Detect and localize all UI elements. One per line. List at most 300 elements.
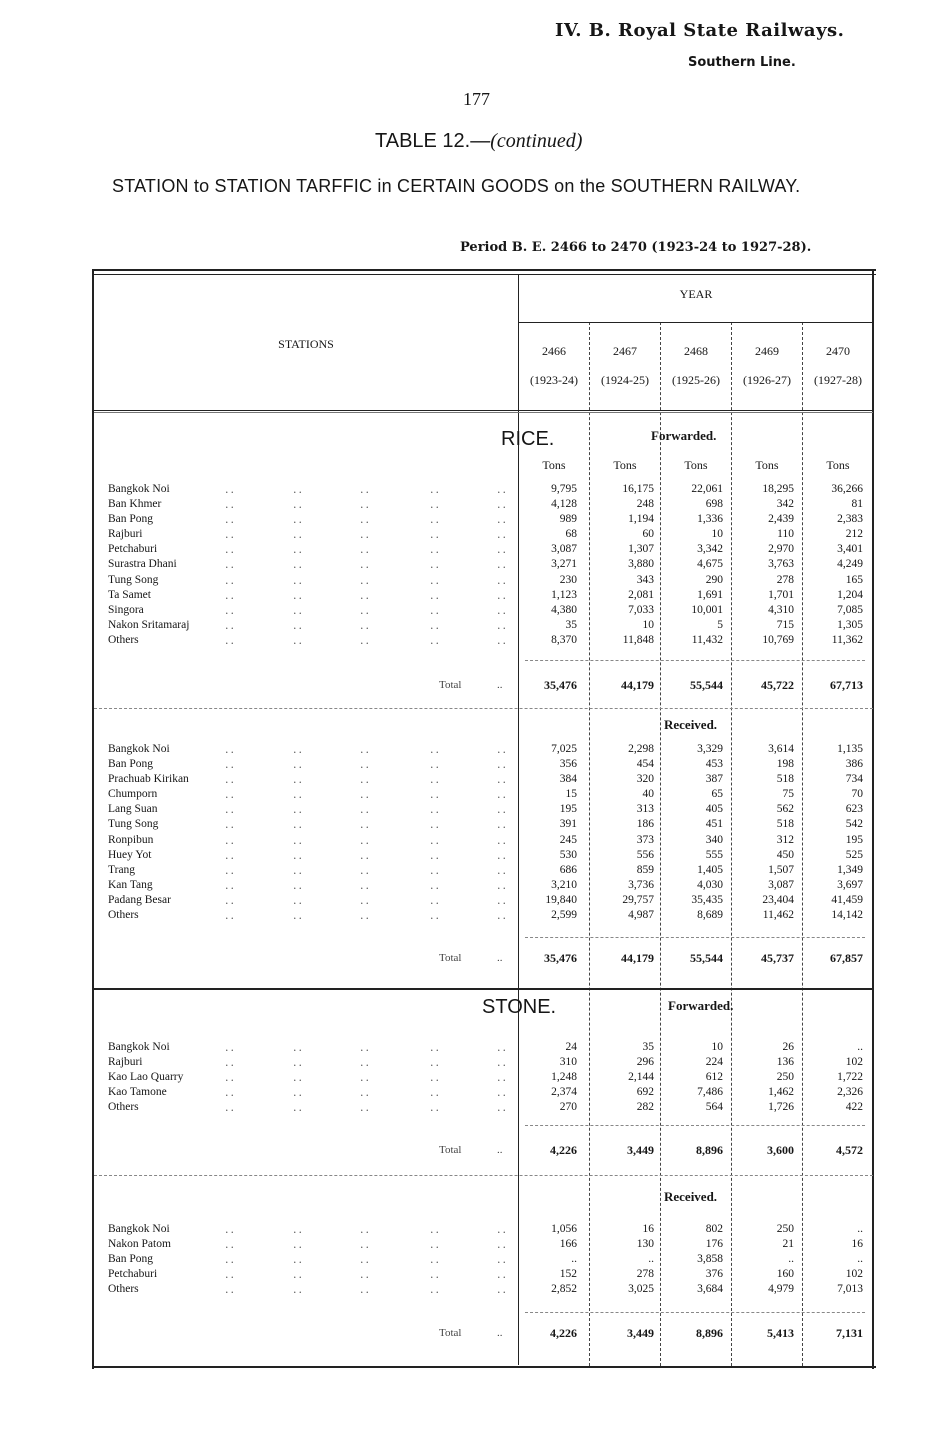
cell-value: 343 [636, 573, 654, 586]
station-name: Lang Suan [108, 803, 158, 816]
total-value-2: 8,896 [696, 1143, 723, 1157]
dot-leader-column [360, 1040, 371, 1115]
station-name: Nakon Sritamaraj [108, 618, 190, 631]
dot-leader: .. [497, 1223, 508, 1236]
dot-leader: .. [360, 633, 371, 647]
dot-leader: .. [497, 863, 508, 877]
dot-leader: .. [497, 1283, 508, 1297]
unit-tons-0: Tons [542, 458, 566, 472]
cell-value: 5 [717, 618, 723, 631]
cell-value: 102 [845, 1056, 863, 1069]
cell-value: 989 [559, 513, 577, 526]
dot-leader: .. [360, 1086, 371, 1100]
cell-value: 386 [845, 758, 863, 771]
value-column-1 [590, 742, 654, 923]
dot-leader: .. [497, 573, 508, 587]
dot-leader: .. [225, 863, 236, 877]
dot-leader: .. [293, 863, 304, 877]
cell-value: 1,307 [628, 543, 654, 556]
cell-value: 734 [845, 773, 863, 786]
cell-value: 453 [705, 758, 723, 771]
stone-received-total-label: Total [439, 1327, 462, 1339]
dot-leader: .. [497, 909, 508, 923]
cell-value: 564 [705, 1101, 723, 1114]
cell-value: 1,462 [768, 1086, 794, 1099]
dot-leader: .. [293, 878, 304, 892]
cell-value: 451 [705, 818, 723, 831]
dot-leader-column [430, 1040, 441, 1115]
cell-value: 3,763 [768, 558, 794, 571]
year-ad-1: (1924-25) [601, 373, 649, 387]
dot-leader: .. [225, 1101, 236, 1115]
dot-leader: .. [360, 878, 371, 892]
cell-value: 556 [636, 848, 654, 861]
cell-value: 1,305 [837, 618, 863, 631]
value-column-2 [661, 742, 723, 923]
value-column-2 [661, 1040, 723, 1115]
station-name: Ban Pong [108, 758, 154, 771]
dot-leader: .. [293, 848, 304, 862]
cell-value: 14,142 [831, 909, 863, 922]
year-be-0: 2466 [542, 344, 566, 358]
station-name: Bangkok Noi [108, 743, 170, 755]
period-label: Period B. E. 2466 to 2470 (1923-24 to 1927-28). [460, 240, 812, 255]
cell-value: 4,380 [551, 603, 577, 616]
value-column-0 [519, 482, 577, 648]
cell-value: 2,383 [837, 513, 863, 526]
dot-leader: .. [430, 909, 441, 923]
unit-tons-3: Tons [755, 458, 779, 472]
value-column-3 [732, 1222, 794, 1297]
total-value-0: 35,476 [544, 951, 577, 965]
dot-leader: .. [360, 863, 371, 877]
dot-leader-column [360, 482, 371, 648]
cell-value: 623 [845, 803, 863, 816]
station-name: Ronpibun [108, 833, 154, 846]
cell-value: 1,349 [837, 863, 863, 876]
cell-value: 2,852 [551, 1283, 577, 1296]
unit-tons-2: Tons [684, 458, 708, 472]
cell-value: 405 [705, 803, 723, 816]
cell-value: 450 [776, 848, 794, 861]
cell-value: 313 [636, 803, 654, 816]
cell-value: 10 [711, 1041, 723, 1053]
dot-leader-column [293, 742, 304, 923]
station-name: Ban Khmer [108, 498, 162, 511]
stone-section-label: STONE. [482, 996, 557, 1018]
dot-leader: .. [225, 558, 236, 572]
dot-leader: .. [430, 543, 441, 557]
dot-leader: .. [430, 743, 441, 756]
rice-forwarded-total-label: Total [439, 679, 462, 691]
station-name: Kao Tamone [108, 1086, 167, 1099]
cell-value: 19,840 [545, 893, 577, 906]
station-name: Huey Yot [108, 848, 152, 861]
cell-value: 195 [559, 803, 577, 816]
dot-leader: .. [430, 1086, 441, 1100]
dot-leader-column [497, 1222, 508, 1297]
dot-leader: .. [430, 833, 441, 847]
cell-value: 10 [642, 618, 654, 631]
dot-leader: .. [360, 528, 371, 542]
cell-value: 16 [642, 1223, 654, 1235]
cell-value: 1,056 [551, 1223, 577, 1235]
dot-leader: .. [225, 1056, 236, 1070]
station-name: Chumporn [108, 788, 158, 801]
cell-value: 859 [636, 863, 654, 876]
value-column-1 [590, 1222, 654, 1297]
dot-leader: .. [360, 603, 371, 617]
station-name: Others [108, 1101, 139, 1114]
dot-leader: .. [293, 1041, 304, 1054]
dot-leader: .. [225, 633, 236, 647]
total-value-1: 44,179 [621, 678, 654, 692]
year-be-1: 2467 [613, 344, 637, 358]
dot-leader: .. [360, 1101, 371, 1115]
cell-value: 3,736 [628, 878, 654, 891]
dot-leader: .. [225, 909, 236, 923]
dot-leader: .. [497, 588, 508, 602]
cell-value: 7,085 [837, 603, 863, 616]
dot-leader: .. [430, 573, 441, 587]
cell-value: 165 [845, 573, 863, 586]
dot-leader: .. [430, 1253, 441, 1267]
dot-leader: .. [430, 1238, 441, 1252]
dot-leader: .. [293, 498, 304, 512]
value-column-0 [519, 1040, 577, 1115]
dot-leader: .. [430, 818, 441, 832]
value-column-3 [732, 1040, 794, 1115]
cell-value: 1,701 [768, 588, 794, 601]
cell-value: 518 [776, 818, 794, 831]
cell-value: 310 [559, 1056, 577, 1069]
dot-leader: .. [430, 1223, 441, 1236]
cell-value: 70 [851, 788, 863, 801]
dot-leader: .. [497, 633, 508, 647]
cell-value: 2,081 [628, 588, 654, 601]
dot-leader: .. [225, 788, 236, 802]
dot-leader-column [225, 1222, 236, 1297]
cell-value: 250 [776, 1071, 794, 1084]
station-name: Tung Song [108, 573, 159, 586]
cell-value: 7,486 [697, 1086, 723, 1099]
dot-leader: .. [293, 573, 304, 587]
dot-leader: .. [360, 1238, 371, 1252]
cell-value: 1,336 [697, 513, 723, 526]
cell-value: 11,432 [691, 633, 723, 646]
rice-forwarded-label: Forwarded. [651, 428, 717, 443]
cell-value: 320 [636, 773, 654, 786]
total-value-4: 67,713 [830, 678, 863, 692]
cell-value: 2,599 [551, 909, 577, 922]
value-column-3 [732, 482, 794, 648]
cell-value: 11,462 [762, 909, 794, 922]
dot-leader: .. [293, 1283, 304, 1297]
dot-leader: .. [225, 618, 236, 632]
dot-leader: .. [225, 483, 236, 496]
dot-leader: .. [360, 893, 371, 907]
cell-value: 270 [559, 1101, 577, 1114]
cell-value: 8,689 [697, 909, 723, 922]
value-column-1 [590, 1040, 654, 1115]
station-name: Tung Song [108, 818, 159, 831]
cell-value: 3,025 [628, 1283, 654, 1296]
dot-leader: .. [360, 513, 371, 527]
dot-leader: .. [430, 758, 441, 772]
cell-value: 2,326 [837, 1086, 863, 1099]
cell-value: 376 [705, 1268, 723, 1281]
unit-tons-4: Tons [826, 458, 850, 472]
cell-value: 340 [705, 833, 723, 846]
cell-value: 391 [559, 818, 577, 831]
dot-leader: .. [497, 1327, 503, 1339]
dot-leader: .. [293, 803, 304, 817]
dot-leader: .. [360, 818, 371, 832]
dot-leader: .. [497, 483, 508, 496]
cell-value: 2,144 [628, 1071, 654, 1084]
cell-value: 3,858 [697, 1253, 723, 1266]
dot-leader: .. [293, 1071, 304, 1085]
cell-value: 686 [559, 863, 577, 876]
dot-leader: .. [360, 803, 371, 817]
station-name: Others [108, 1283, 139, 1296]
cell-value: 75 [782, 788, 794, 801]
cell-value: 715 [776, 618, 794, 631]
cell-value: 1,135 [837, 743, 863, 755]
dot-leader: .. [430, 848, 441, 862]
cell-value: 65 [711, 788, 723, 801]
cell-value: 3,880 [628, 558, 654, 571]
dot-leader: .. [430, 528, 441, 542]
cell-value: 3,329 [697, 743, 723, 755]
cell-value: 3,342 [697, 543, 723, 556]
dot-leader: .. [497, 878, 508, 892]
cell-value: 11,362 [831, 633, 863, 646]
year-ad-3: (1926-27) [743, 373, 791, 387]
cell-value: 9,795 [551, 483, 577, 495]
cell-value: 4,249 [837, 558, 863, 571]
dot-leader: .. [497, 1144, 503, 1156]
dot-leader: .. [293, 1101, 304, 1115]
dot-leader: .. [225, 818, 236, 832]
station-name: Petchaburi [108, 1268, 158, 1281]
cell-value: 312 [776, 833, 794, 846]
dot-leader-column [497, 482, 508, 648]
dot-leader: .. [497, 952, 503, 964]
station-name: Trang [108, 863, 136, 876]
cell-value: 81 [851, 498, 863, 511]
dot-leader: .. [360, 498, 371, 512]
dot-leader: .. [497, 513, 508, 527]
dot-leader: .. [225, 878, 236, 892]
cell-value: .. [788, 1253, 794, 1266]
dot-leader: .. [293, 1253, 304, 1267]
cell-value: 1,248 [551, 1071, 577, 1084]
year-ad-0: (1923-24) [530, 373, 578, 387]
dot-leader: .. [360, 558, 371, 572]
dot-leader: .. [293, 603, 304, 617]
dot-leader: .. [497, 788, 508, 802]
dot-leader: .. [293, 743, 304, 756]
dot-leader: .. [497, 1101, 508, 1115]
cell-value: 7,013 [837, 1283, 863, 1296]
cell-value: 698 [705, 498, 723, 511]
cell-value: 4,987 [628, 909, 654, 922]
dot-leader: .. [293, 909, 304, 923]
stone-forwarded-total-label: Total [439, 1144, 462, 1156]
dot-leader: .. [293, 1056, 304, 1070]
table-continued: (continued) [490, 130, 583, 152]
dot-leader: .. [225, 803, 236, 817]
dot-leader: .. [293, 758, 304, 772]
total-value-3: 45,722 [761, 678, 794, 692]
dot-leader: .. [293, 1238, 304, 1252]
dot-leader: .. [430, 498, 441, 512]
cell-value: 230 [559, 573, 577, 586]
cell-value: 224 [705, 1056, 723, 1069]
cell-value: 1,691 [697, 588, 723, 601]
dot-leader: .. [497, 528, 508, 542]
dot-leader: .. [430, 483, 441, 496]
cell-value: 21 [782, 1238, 794, 1251]
dot-leader: .. [430, 1056, 441, 1070]
cell-value: 518 [776, 773, 794, 786]
cell-value: .. [571, 1253, 577, 1266]
rice-received-total-label: Total [439, 952, 462, 964]
cell-value: 16 [851, 1238, 863, 1251]
dot-leader: .. [360, 1268, 371, 1282]
dot-leader: .. [360, 1071, 371, 1085]
cell-value: 530 [559, 848, 577, 861]
dot-leader: .. [360, 573, 371, 587]
station-name: Bangkok Noi [108, 483, 170, 495]
value-column-0 [519, 742, 577, 923]
station-name: Ta Samet [108, 588, 151, 601]
dot-leader: .. [430, 1071, 441, 1085]
total-value-3: 5,413 [767, 1326, 794, 1340]
cell-value: 176 [705, 1238, 723, 1251]
total-value-1: 44,179 [621, 951, 654, 965]
cell-value: 15 [565, 788, 577, 801]
cell-value: 1,204 [837, 588, 863, 601]
cell-value: 130 [636, 1238, 654, 1251]
dot-leader: .. [360, 758, 371, 772]
year-be-2: 2468 [684, 344, 708, 358]
line-name: Southern Line. [688, 55, 796, 70]
stone-forwarded-label: Forwarded. [668, 998, 734, 1013]
dot-leader: .. [360, 618, 371, 632]
value-column-4 [803, 482, 863, 648]
total-value-0: 35,476 [544, 678, 577, 692]
dot-leader: .. [225, 743, 236, 756]
dot-leader: .. [497, 498, 508, 512]
dot-leader: .. [225, 848, 236, 862]
value-column-2 [661, 482, 723, 648]
dot-leader: .. [497, 1041, 508, 1054]
dot-leader: .. [225, 513, 236, 527]
dot-leader: .. [293, 818, 304, 832]
dot-leader: .. [293, 1223, 304, 1236]
dot-leader: .. [293, 893, 304, 907]
cell-value: 7,025 [551, 743, 577, 755]
dot-leader: .. [293, 588, 304, 602]
cell-value: 35 [642, 1041, 654, 1053]
dot-leader: .. [497, 1086, 508, 1100]
total-value-0: 4,226 [550, 1143, 577, 1157]
cell-value: 35,435 [691, 893, 723, 906]
value-column-4 [803, 1040, 863, 1115]
dot-leader: .. [497, 1268, 508, 1282]
cell-value: 342 [776, 498, 794, 511]
dot-leader: .. [293, 618, 304, 632]
cell-value: 296 [636, 1056, 654, 1069]
dot-leader: .. [430, 863, 441, 877]
dot-leader: .. [360, 788, 371, 802]
dot-leader: .. [225, 758, 236, 772]
station-name: Surastra Dhani [108, 558, 177, 571]
dot-leader: .. [360, 543, 371, 557]
cell-value: 10,001 [691, 603, 723, 616]
station-name: Rajburi [108, 528, 143, 541]
dot-leader: .. [360, 588, 371, 602]
dot-leader: .. [497, 558, 508, 572]
dot-leader: .. [225, 893, 236, 907]
cell-value: 692 [636, 1086, 654, 1099]
cell-value: .. [857, 1223, 863, 1235]
section-header: IV. B. Royal State Railways. [555, 20, 845, 41]
dot-leader: .. [360, 1283, 371, 1297]
cell-value: 245 [559, 833, 577, 846]
cell-value: 3,697 [837, 878, 863, 891]
dot-leader: .. [225, 1238, 236, 1252]
dot-leader-column [225, 482, 236, 648]
page-number: 177 [463, 89, 490, 109]
dot-leader: .. [497, 848, 508, 862]
dot-leader: .. [225, 1041, 236, 1054]
total-value-4: 7,131 [836, 1326, 863, 1340]
total-value-4: 67,857 [830, 951, 863, 965]
cell-value: 525 [845, 848, 863, 861]
year-be-3: 2469 [755, 344, 779, 358]
dot-leader: .. [225, 588, 236, 602]
cell-value: 3,210 [551, 878, 577, 891]
dot-leader-column [497, 742, 508, 923]
station-name: Prachuab Kirikan [108, 773, 189, 786]
dot-leader: .. [497, 1071, 508, 1085]
cell-value: 29,757 [622, 893, 654, 906]
station-name: Others [108, 909, 139, 922]
year-be-4: 2470 [826, 344, 850, 358]
cell-value: 41,459 [831, 893, 863, 906]
dot-leader: .. [497, 818, 508, 832]
dot-leader: .. [497, 893, 508, 907]
cell-value: 166 [559, 1238, 577, 1251]
station-name: Singora [108, 603, 144, 616]
table-label [375, 130, 582, 153]
year-ad-2: (1925-26) [672, 373, 720, 387]
cell-value: 555 [705, 848, 723, 861]
cell-value: .. [648, 1253, 654, 1266]
dot-leader: .. [430, 603, 441, 617]
cell-value: 60 [642, 528, 654, 541]
dot-leader: .. [430, 513, 441, 527]
dot-leader: .. [497, 758, 508, 772]
cell-value: 102 [845, 1268, 863, 1281]
total-value-3: 45,737 [761, 951, 794, 965]
cell-value: 110 [777, 528, 794, 541]
cell-value: 10,769 [762, 633, 794, 646]
cell-value: 1,726 [768, 1101, 794, 1114]
